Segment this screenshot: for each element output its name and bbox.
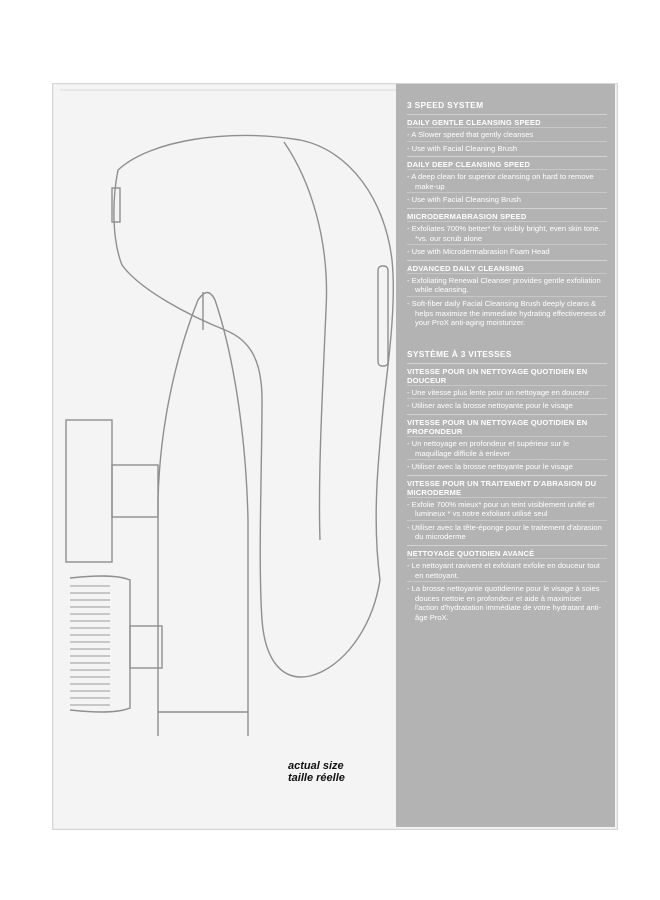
group-bullet: - Use with Microdermabrasion Foam Head xyxy=(407,244,607,258)
device-side-notch xyxy=(112,188,120,222)
device-head-outline xyxy=(114,135,393,677)
french-group xyxy=(407,414,607,473)
group-bullet: - Utiliser avec la tête-éponge pour le traitement d'abrasion du microderme xyxy=(407,520,607,543)
english-group xyxy=(407,208,607,258)
caption-en: actual size xyxy=(288,760,344,772)
french-group xyxy=(407,363,607,412)
english-group xyxy=(407,156,607,206)
group-heading: VITESSE POUR UN NETTOYAGE QUOTIDIEN EN DOUCEUR xyxy=(407,363,607,385)
size-caption xyxy=(288,760,368,784)
device-head-divider xyxy=(284,142,327,540)
english-group xyxy=(407,114,607,154)
group-bullet: - La brosse nettoyante quotidienne pour le visage à soies douces nettoie en profondeur et aide à maximiser l'action d'hydratation immédiate de votre hydratant anti-âge ProX. xyxy=(407,581,607,623)
group-bullet: - Soft-fiber daily Facial Cleansing Brush deeply cleans & helps maximize the immediate hydrating effectiveness of your ProX anti-aging moisturizer. xyxy=(407,296,607,329)
info-text xyxy=(407,100,607,624)
foam-head-stem xyxy=(112,465,158,517)
foam-head-disc xyxy=(66,420,112,562)
group-bullet: - A Slower speed that gently cleanses xyxy=(407,127,607,141)
english-title: 3 SPEED SYSTEM xyxy=(407,100,484,110)
group-bullet: - Use with Facial Cleaning Brush xyxy=(407,141,607,155)
group-heading: DAILY DEEP CLEANSING SPEED xyxy=(407,156,607,169)
group-bullet: - Use with Facial Cleansing Brush xyxy=(407,192,607,206)
group-bullet: - Un nettoyage en profondeur et supérieur sur le maquillage difficile à enlever xyxy=(407,436,607,459)
brush-head-stem xyxy=(130,626,162,668)
group-bullet: - Le nettoyant ravivent et exfoliant exfolie en douceur tout en nettoyant. xyxy=(407,558,607,581)
group-bullet: - Utiliser avec la brosse nettoyante pour le visage xyxy=(407,398,607,412)
group-heading: VITESSE POUR UN TRAITEMENT D'ABRASION DU MICRODERME xyxy=(407,475,607,497)
english-group xyxy=(407,260,607,329)
group-bullet: - Exfolie 700% mieux* pour un teint visiblement unifié et lumineux * vs notre exfoliant utilisé seul xyxy=(407,497,607,520)
group-bullet: - A deep clean for superior cleansing on hard to remove make-up xyxy=(407,169,607,192)
brush-head-base xyxy=(70,576,130,712)
group-heading: DAILY GENTLE CLEANSING SPEED xyxy=(407,114,607,127)
group-heading: ADVANCED DAILY CLEANSING xyxy=(407,260,607,273)
group-heading: NETTOYAGE QUOTIDIEN AVANCÉ xyxy=(407,545,607,558)
caption-fr: taille réelle xyxy=(288,772,345,784)
french-group xyxy=(407,545,607,624)
group-bullet: - Utiliser avec la brosse nettoyante pour le visage xyxy=(407,459,607,473)
french-title: SYSTÈME À 3 VITESSES xyxy=(407,348,512,359)
group-bullet: - Exfoliating Renewal Cleanser provides gentle exfoliation while cleansing. xyxy=(407,273,607,296)
device-handle-outline xyxy=(158,293,248,737)
group-bullet: - Exfoliates 700% better* for visibly bright, even skin tone. *vs. our scrub alone xyxy=(407,221,607,244)
group-heading: MICRODERMABRASION SPEED xyxy=(407,208,607,221)
group-bullet: - Une vitesse plus lente pour un nettoyage en douceur xyxy=(407,385,607,399)
french-group xyxy=(407,475,607,543)
brush-bristles xyxy=(70,586,110,705)
section-gap xyxy=(407,329,607,349)
group-heading: VITESSE POUR UN NETTOYAGE QUOTIDIEN EN PROFONDEUR xyxy=(407,414,607,436)
device-button-strip xyxy=(378,266,388,366)
